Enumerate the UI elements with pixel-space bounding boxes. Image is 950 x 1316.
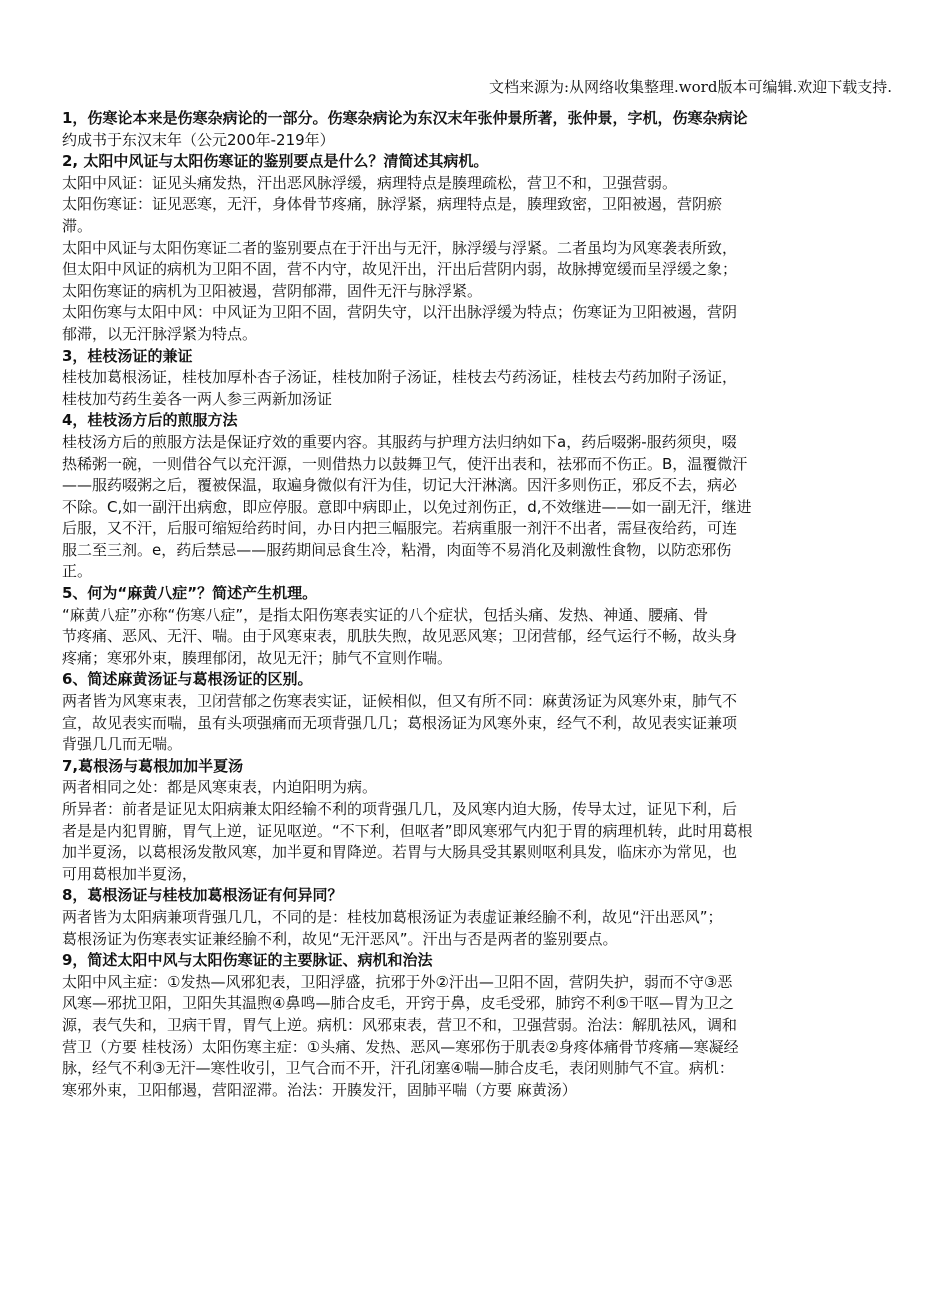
- text-line: 桂枝汤方后的煎服方法是保证疗效的重要内容。其服药与护理方法归纳如下a，药后啜粥-服药须臾，啜: [62, 432, 737, 451]
- question-heading: 5、何为“麻黄八症”？简述产生机理。: [62, 584, 318, 603]
- text-line: 约成书于东汉末年（公元200年-219年）: [62, 130, 335, 149]
- text-line: 葛根汤证为伤寒表实证兼经腧不利，故见“无汗恶风”。汗出与否是两者的鉴别要点。: [62, 929, 618, 948]
- text-line: 所异者：前者是证见太阳病兼太阳经输不利的项背强几几，及风寒内迫大肠，传导太过，证见下利，后: [62, 800, 738, 818]
- text-line: 源，表气失和，卫病干胃，胃气上逆。病机：风邪束表，营卫不和，卫强营弱。治法：解肌祛风，调和: [62, 1015, 738, 1034]
- text-line: 风寒—邪扰卫阳，卫阳失其温煦④鼻鸣—肺合皮毛，开窍于鼻，皮毛受邪，肺窍不利⑤干呕—胃为卫之: [62, 994, 734, 1013]
- text-line: 太阳伤寒与太阳中风：中风证为卫阳不固，营阴失守，以汗出脉浮缓为特点；伤寒证为卫阳被遏，营阴: [62, 303, 738, 322]
- text-line: 正。: [62, 562, 93, 581]
- text-line: 节疼痛、恶风、无汗、喘。由于风寒束表，肌肤失煦，故见恶风寒；卫闭营郁，经气运行不畅，故头身: [62, 627, 738, 646]
- question-heading: 8，葛根汤证与桂枝加葛根汤证有何异同？: [62, 886, 343, 905]
- text-line: 郁滞，以无汗脉浮紧为特点。: [62, 324, 258, 343]
- text-line: 滞。: [62, 216, 93, 235]
- document-body: [62, 108, 892, 1101]
- question-heading: 2, 太阳中风证与太阳伤寒证的鉴别要点是什么？清简述其病机。: [62, 152, 489, 171]
- text-line: 营卫（方要 桂枝汤）太阳伤寒主症：①头痛、发热、恶风—寒邪伤于肌表②身疼体痛骨节疼痛—寒凝经: [62, 1037, 739, 1056]
- text-line: 疼痛；寒邪外束，腠理郁闭，故见无汗；肺气不宣则作喘。: [62, 648, 453, 667]
- text-line: 后服，又不汗，后服可缩短给药时间，办日内把三幅服完。若病重服一剂汗不出者，需昼夜给药，可连: [62, 519, 738, 538]
- text-line: 两者相同之处：都是风寒束表，内迫阳明为病。: [62, 778, 378, 797]
- text-line: 脉，经气不利③无汗—寒性收引，卫气合而不开，汗孔闭塞④喘—肺合皮毛，表闭则肺气不宣。病机：: [62, 1059, 734, 1078]
- text-line: 服二至三剂。e，药后禁忌——服药期间忌食生冷，粘滑，肉面等不易消化及刺激性食物，以防恋邪伤: [62, 540, 732, 559]
- text-line: 太阳中风证：证见头痛发热，汗出恶风脉浮缓，病理特点是腠理疏松，营卫不和，卫强营弱。: [62, 173, 678, 192]
- text-line: 太阳伤寒证的病机为卫阳被遏，营阴郁滞，固件无汗与脉浮紧。: [62, 281, 483, 300]
- text-line: 太阳中风主症：①发热—风邪犯表，卫阳浮盛，抗邪于外②汗出—卫阳不固，营阴失护，弱而不守③恶: [62, 972, 733, 991]
- text-line: 宣，故见表实而喘，虽有头项强痛而无项背强几几；葛根汤证为风寒外束，经气不利，故见表实证兼项: [62, 713, 738, 732]
- text-line: 两者皆为风寒束表，卫闭营郁之伤寒表实证，证候相似，但又有所不同：麻黄汤证为风寒外束，肺气不: [62, 692, 738, 711]
- text-line: 两者皆为太阳病兼项背强几几，不同的是：桂枝加葛根汤证为表虚证兼经腧不利，故见“汗出恶风”；: [62, 907, 723, 926]
- text-line: 太阳伤寒证：证见恶寒，无汗，身体骨节疼痛，脉浮紧，病理特点是，腠理致密，卫阳被遏，营阴瘀: [62, 195, 723, 214]
- text-line: 但太阳中风证的病机为卫阳不固，营不内守，故见汗出，汗出后营阴内弱，故脉搏宽缓而呈浮缓之象；: [62, 260, 738, 279]
- question-heading: 4，桂枝汤方后的煎服方法: [62, 411, 238, 430]
- question-heading: 9，简述太阳中风与太阳伤寒证的主要脉证、病机和治法: [62, 951, 433, 970]
- question-heading: 1，伤寒论本来是伤寒杂病论的一部分。伤寒杂病论为东汉末年张仲景所著，张仲景，字机，伤寒杂病论: [62, 109, 748, 127]
- text-line: “麻黄八症”亦称“伤寒八症”，是指太阳伤寒表实证的八个症状，包括头痛、发热、神通、腰痛、骨: [62, 605, 709, 624]
- text-line: 桂枝加葛根汤证，桂枝加厚朴杏子汤证，桂枝加附子汤证，桂枝去芍药汤证，桂枝去芍药加附子汤证，: [62, 368, 738, 387]
- text-line: 者是是内犯胃腑，胃气上逆，证见呕逆。“不下利，但呕者”即风寒邪气内犯于胃的病理机转，此时用葛根: [62, 821, 753, 840]
- question-heading: 7,葛根汤与葛根加加半夏汤: [62, 756, 244, 775]
- text-line: 不除。C,如一副汗出病愈，即应停服。意即中病即止，以免过剂伤正，d,不效继进——如一副无汗，继进: [62, 497, 752, 516]
- text-line: 热稀粥一碗，一则借谷气以充汗源，一则借热力以鼓舞卫气，使汗出表和，祛邪而不伤正。B，温覆微汗: [62, 454, 748, 473]
- source-note: 文档来源为:从网络收集整理.word版本可编辑.欢迎下载支持.: [488, 78, 892, 96]
- text-line: 背强几几而无喘。: [62, 735, 183, 754]
- text-line: 桂枝加芍药生姜各一两人参三两新加汤证: [62, 389, 333, 408]
- question-heading: 3，桂枝汤证的兼证: [62, 346, 193, 365]
- text-line: 可用葛根加半夏汤，: [62, 864, 198, 883]
- question-heading: 6、简述麻黄汤证与葛根汤证的区别。: [62, 670, 313, 689]
- text-line: 寒邪外束，卫阳郁遏，营阳涩滞。治法：开腠发汗，固肺平喘（方要 麻黄汤）: [62, 1080, 577, 1099]
- text-line: 加半夏汤，以葛根汤发散风寒，加半夏和胃降逆。若胃与大肠具受其累则呕利具发，临床亦为常见，也: [62, 843, 738, 862]
- text-line: ——服药啜粥之后，覆被保温，取遍身微似有汗为佳，切记大汗淋漓。因汗多则伤正，邪反不去，病必: [62, 476, 738, 495]
- text-line: 太阳中风证与太阳伤寒证二者的鉴别要点在于汗出与无汗，脉浮缓与浮紧。二者虽均为风寒袭表所致，: [62, 238, 738, 257]
